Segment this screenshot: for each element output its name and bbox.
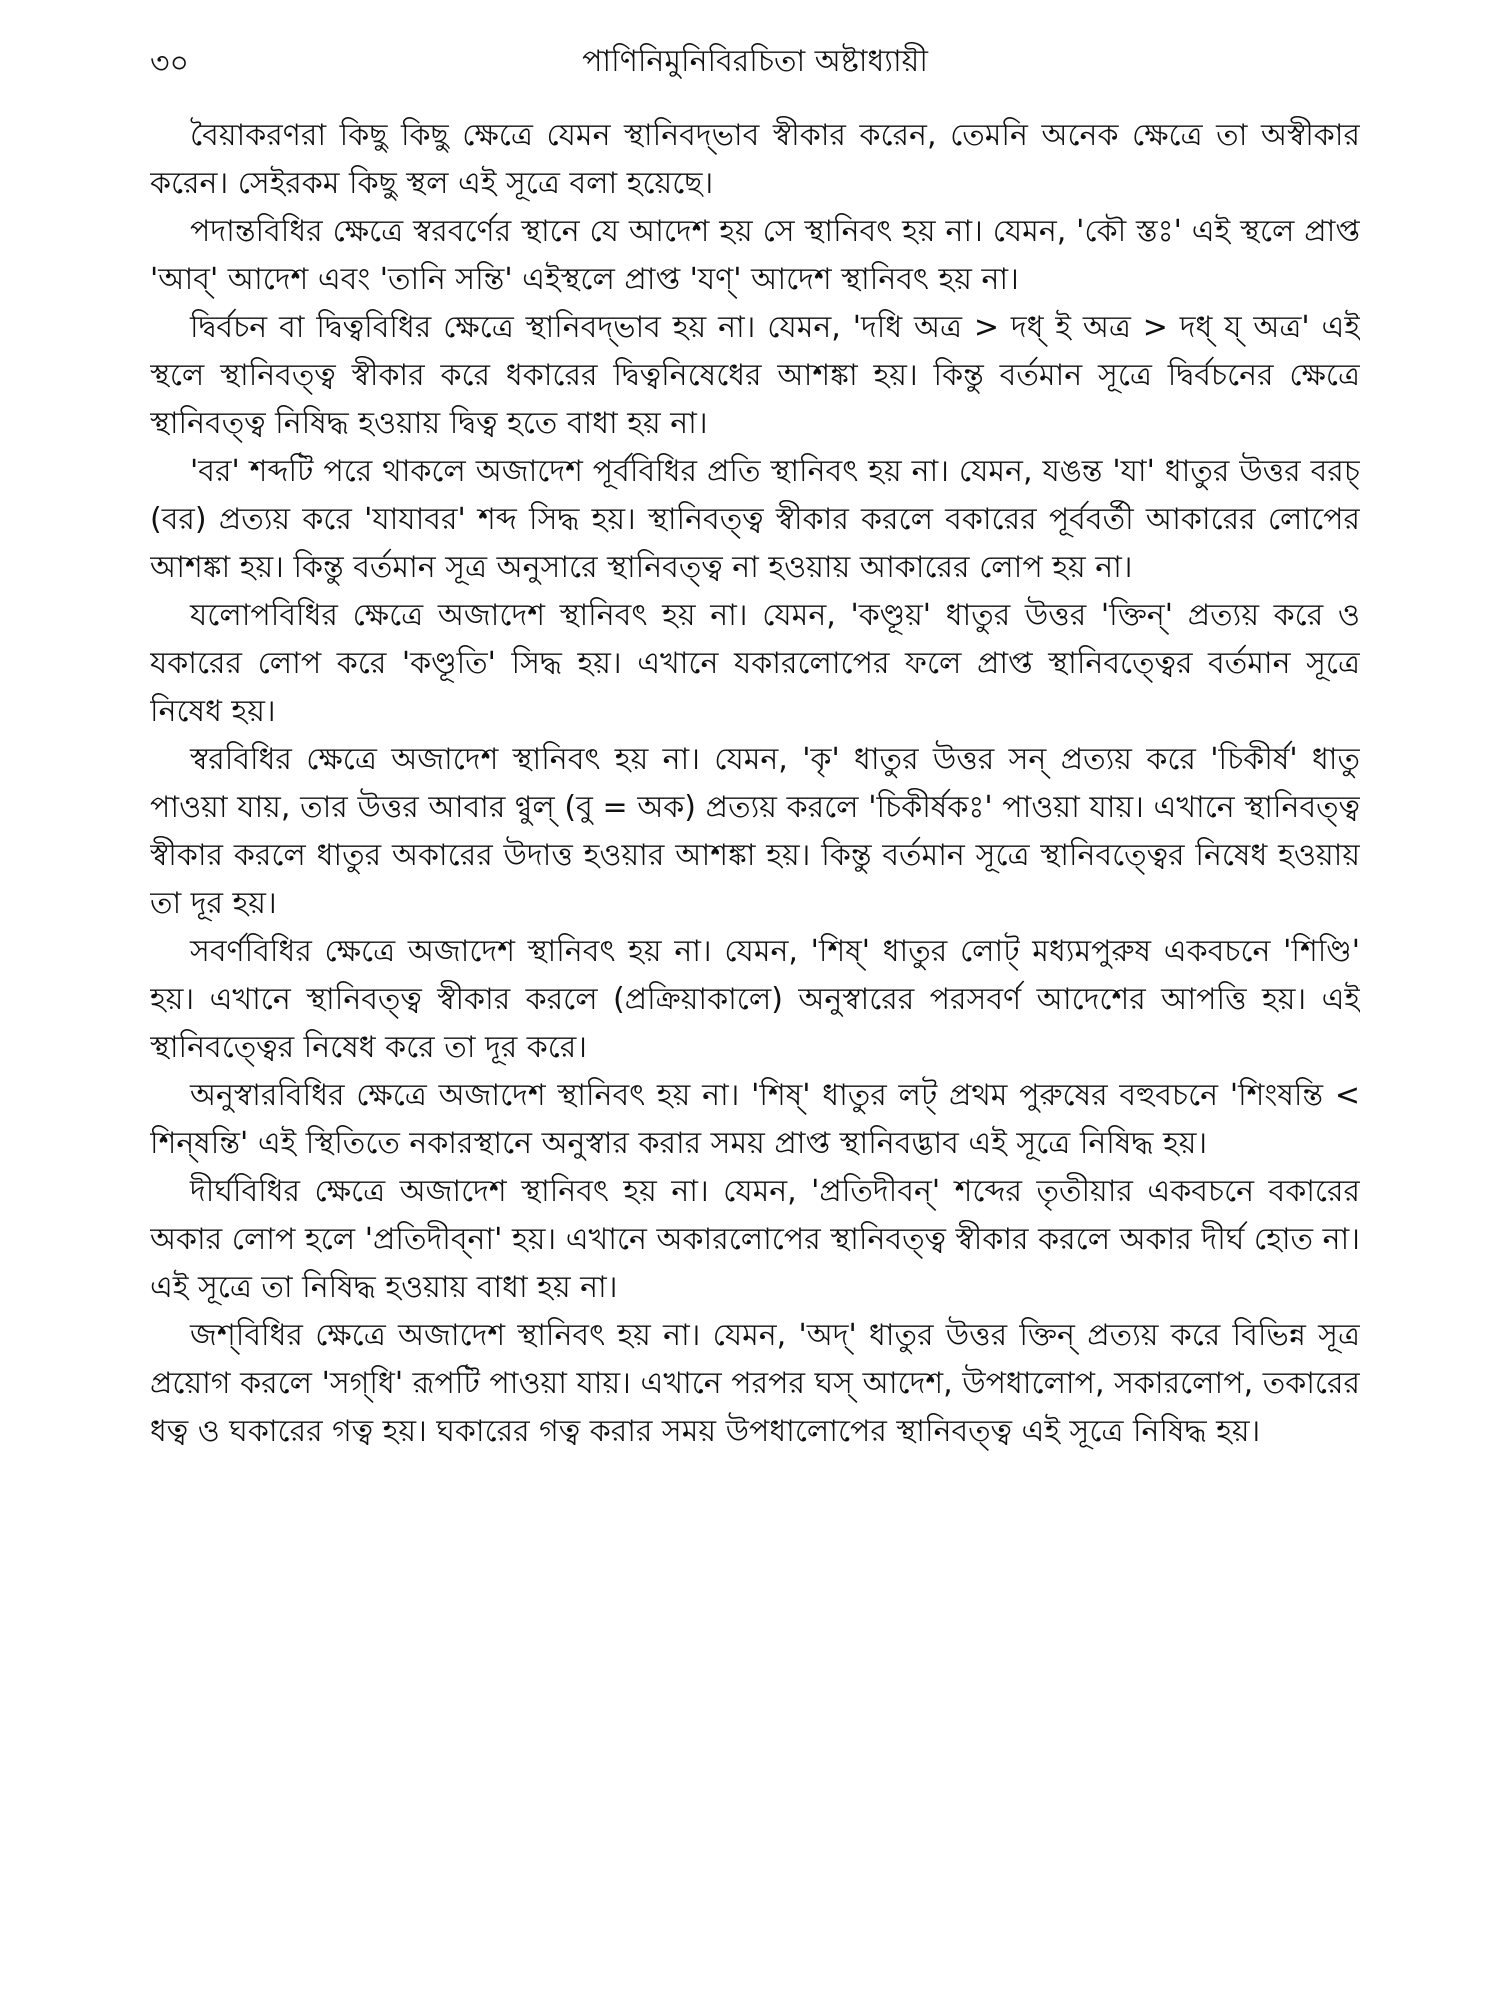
paragraph: পদান্তবিধির ক্ষেত্রে স্বরবর্ণের স্থানে যে আদেশ হয় সে স্থানিবৎ হয় না। যেমন, 'কৌ স্তঃ' এই স্থলে প্রাপ্ত 'আব্' আদেশ এবং 'তানি সন্তি' এইস্থলে প্রাপ্ত 'যণ্' আদেশ স্থানিবৎ হয় না। [150,214,1360,297]
paragraph: স্বরবিধির ক্ষেত্রে অজাদেশ স্থানিবৎ হয় না। যেমন, 'কৃ' ধাতুর উত্তর সন্ প্রত্যয় করে 'চিকীর্ষ' ধাতু পাওয়া যায়, তার উত্তর আবার ণ্বুল্ (বু = অক) প্রত্যয় করলে 'চিকীর্ষকঃ' পাওয়া যায়। এখানে স্থানিবত্ত্ব স্বীকার করলে ধাতুর অকারের উদাত্ত হওয়ার আশঙ্কা হয়। কিন্তু বর্তমান সূত্রে স্থানিবত্ত্বের নিষেধ হওয়ায় তা দূর হয়। [150,742,1360,921]
paragraph: দীর্ঘবিধির ক্ষেত্রে অজাদেশ স্থানিবৎ হয় না। যেমন, 'প্রতিদীবন্' শব্দের তৃতীয়ার একবচনে বকারের অকার লোপ হলে 'প্রতিদীব্না' হয়। এখানে অকারলোপের স্থানিবত্ত্ব স্বীকার করলে অকার দীর্ঘ হোত না। এই সূত্রে তা নিষিদ্ধ হওয়ায় বাধা হয় না। [150,1174,1360,1305]
book-title: পাণিনিমুনিবিরচিতা অষ্টাধ্যায়ী [582,44,928,79]
paragraph: সবর্ণবিধির ক্ষেত্রে অজাদেশ স্থানিবৎ হয় না। যেমন, 'শিষ্' ধাতুর লোট্ মধ্যমপুরুষ একবচনে 'শিণ্ডি' হয়। এখানে স্থানিবত্ত্ব স্বীকার করলে (প্রক্রিয়াকালে) অনুস্বারের পরসবর্ণ আদেশের আপত্তি হয়। এই স্থানিবত্ত্বের নিষেধ করে তা দূর করে। [150,934,1360,1065]
page-header [150,38,1360,98]
paragraph: 'বর' শব্দটি পরে থাকলে অজাদেশ পূর্ববিধির প্রতি স্থানিবৎ হয় না। যেমন, যঙন্ত 'যা' ধাতুর উত্তর বরচ্ (বর) প্রত্যয় করে 'যাযাবর' শব্দ সিদ্ধ হয়। স্থানিবত্ত্ব স্বীকার করলে বকারের পূর্ববর্তী আকারের লোপের আশঙ্কা হয়। কিন্তু বর্তমান সূত্র অনুসারে স্থানিবত্ত্ব না হওয়ায় আকারের লোপ হয় না। [150,454,1360,585]
paragraph: জশ্‌বিধির ক্ষেত্রে অজাদেশ স্থানিবৎ হয় না। যেমন, 'অদ্' ধাতুর উত্তর ক্তিন্ প্রত্যয় করে বিভিন্ন সূত্র প্রয়োগ করলে 'সগ্‌ধি' রূপটি পাওয়া যায়। এখানে পরপর ঘস্ আদেশ, উপধালোপ, সকারলোপ, তকারের ধত্ব ও ঘকারের গত্ব হয়। ঘকারের গত্ব করার সময় উপধালোপের স্থানিবত্ত্ব এই সূত্রে নিষিদ্ধ হয়। [150,1318,1360,1449]
paragraph: দ্বির্বচন বা দ্বিত্ববিধির ক্ষেত্রে স্থানিবদ্‌ভাব হয় না। যেমন, 'দধি অত্র > দধ্ ই অত্র > দধ্ য্ অত্র' এই স্থলে স্থানিবত্ত্ব স্বীকার করে ধকারের দ্বিত্বনিষেধের আশঙ্কা হয়। কিন্তু বর্তমান সূত্রে দ্বির্বচনের ক্ষেত্রে স্থানিবত্ত্ব নিষিদ্ধ হওয়ায় দ্বিত্ব হতে বাধা হয় না। [150,310,1360,441]
paragraph: অনুস্বারবিধির ক্ষেত্রে অজাদেশ স্থানিবৎ হয় না। 'শিষ্' ধাতুর লট্ প্রথম পুরুষের বহুবচনে 'শিংষন্তি < শিন্‌ষন্তি' এই স্থিতিতে নকারস্থানে অনুস্বার করার সময় প্রাপ্ত স্থানিবদ্ভাব এই সূত্রে নিষিদ্ধ হয়। [150,1078,1360,1161]
body-text [150,112,1360,1972]
page-number: ৩০ [150,46,190,81]
paragraph: বৈয়াকরণরা কিছু কিছু ক্ষেত্রে যেমন স্থানিবদ্‌ভাব স্বীকার করেন, তেমনি অনেক ক্ষেত্রে তা অস্বীকার করেন। সেইরকম কিছু স্থল এই সূত্রে বলা হয়েছে। [150,118,1360,201]
paragraph: যলোপবিধির ক্ষেত্রে অজাদেশ স্থানিবৎ হয় না। যেমন, 'কণ্ডূয়' ধাতুর উত্তর 'ক্তিন্' প্রত্যয় করে ও যকারের লোপ করে 'কণ্ডূতি' সিদ্ধ হয়। এখানে যকারলোপের ফলে প্রাপ্ত স্থানিবত্ত্বের বর্তমান সূত্রে নিষেধ হয়। [150,598,1360,729]
